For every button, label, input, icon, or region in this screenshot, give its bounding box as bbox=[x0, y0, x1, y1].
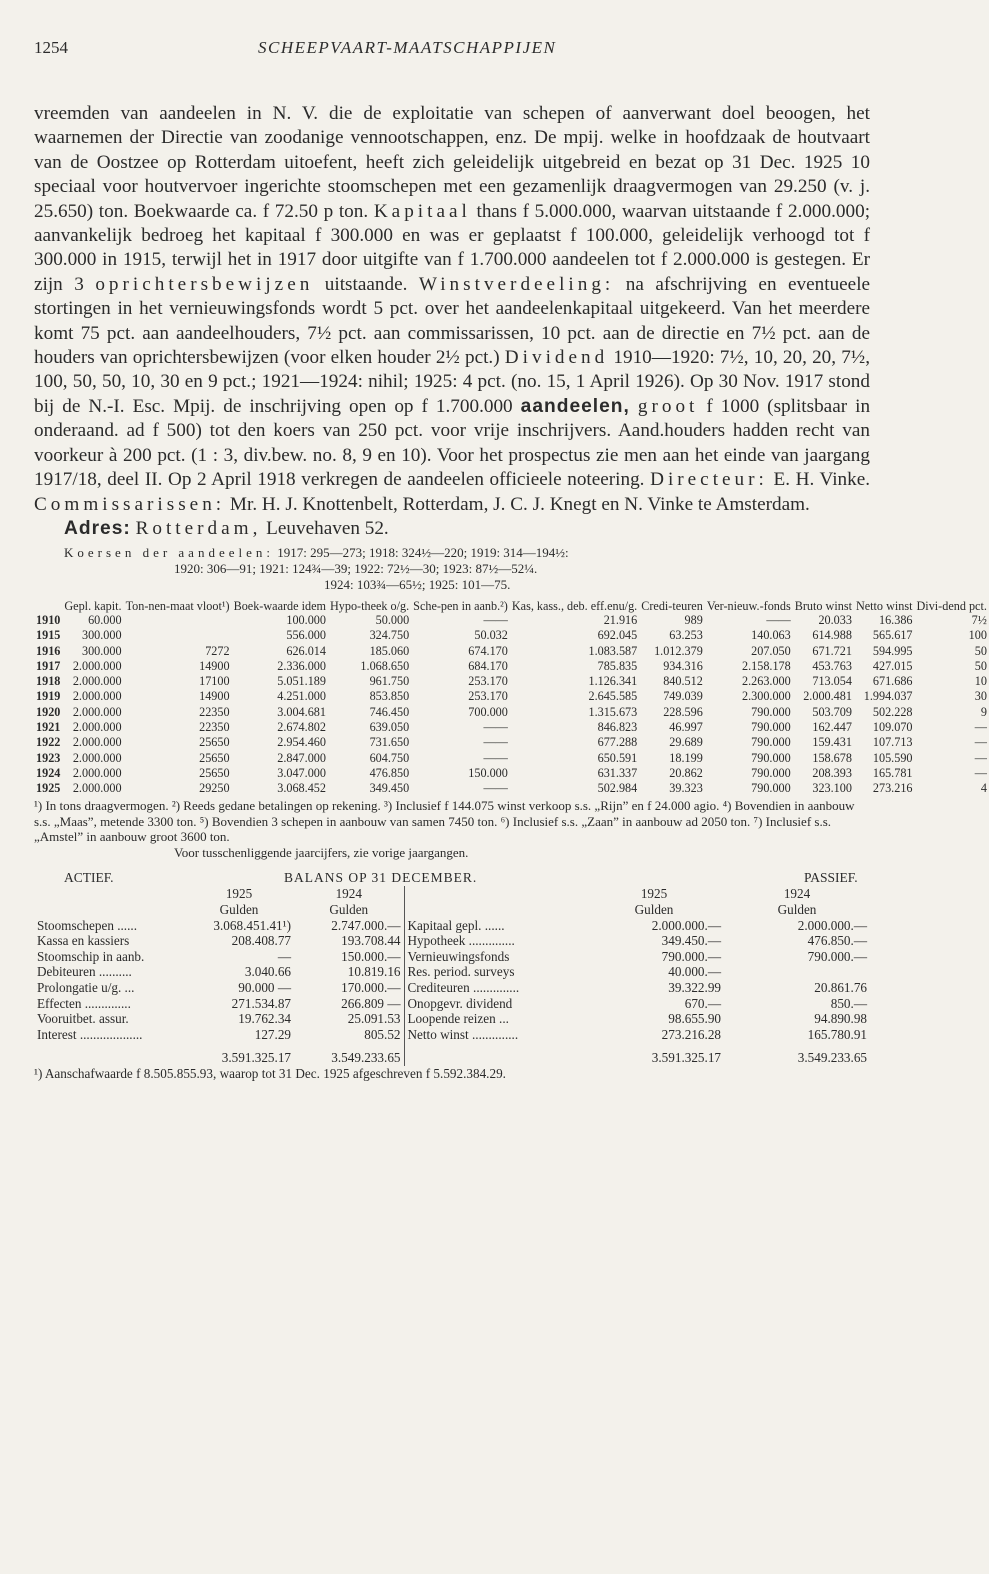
table-cell: 502.984 bbox=[597, 781, 638, 796]
row-year: 1915 bbox=[36, 628, 61, 643]
table-cell: 639.050 bbox=[369, 719, 410, 734]
table-cell: 453.763 bbox=[812, 658, 852, 673]
table-cell: 3.068.452 bbox=[277, 781, 326, 796]
table-row bbox=[34, 766, 989, 781]
table-cell: 7272 bbox=[205, 643, 230, 658]
table-cell: 2.000.000 bbox=[72, 765, 122, 780]
table-row bbox=[34, 674, 989, 689]
company-description bbox=[34, 102, 870, 517]
table-cell: —— bbox=[483, 612, 508, 627]
table-cell: —— bbox=[483, 719, 508, 734]
table-cell: 556.000 bbox=[286, 628, 326, 643]
table-cell: 25650 bbox=[199, 735, 230, 750]
passief-value-1925: 670.— bbox=[684, 995, 721, 1011]
actief-value-1925: 90.000 — bbox=[238, 980, 291, 996]
table-cell: 790.000 bbox=[751, 750, 791, 765]
financial-table-header bbox=[34, 599, 989, 613]
passief-value-1925: 40.000.— bbox=[668, 964, 721, 980]
table-cell: 30 bbox=[974, 689, 987, 704]
unit-b-passief: Gulden bbox=[777, 902, 817, 918]
table-cell: 674.170 bbox=[468, 643, 508, 658]
table-cell: 50 bbox=[974, 658, 987, 673]
passief-value-1925: 790.000.— bbox=[661, 948, 721, 964]
table-cell: 853.850 bbox=[369, 689, 410, 704]
table-cell: 159.431 bbox=[812, 735, 852, 750]
table-cell: 324.750 bbox=[369, 628, 410, 643]
balance-footnote: ¹) Aanschafwaarde f 8.505.855.93, waarop tot 31 Dec. 1925 afgeschreven f 5.592.384.29. bbox=[34, 1066, 506, 1081]
row-year: 1916 bbox=[36, 643, 61, 658]
koers-line-1 bbox=[64, 545, 870, 561]
row-year: 1918 bbox=[36, 674, 61, 689]
balance-sheet bbox=[34, 886, 870, 1066]
actief-label: ACTIEF. bbox=[64, 870, 114, 886]
text-p4: na afschrijving en eventueele stortingen in het vernieuwingsfonds wordt 5 pct. over het aandeelenkapitaal uitgekeerd. Van het meerdere komt 75 pct. aan aandeelhouders, 7½ pct. aan commissarissen, 10 pct. aan de directie en 7½ pct. aan de houders van oprichtersbewijzen (voor elken houder 2½ pct.) bbox=[34, 273, 871, 369]
table-cell: 2.000.000 bbox=[72, 750, 122, 765]
table-cell: 14900 bbox=[199, 689, 230, 704]
passief-value-1924: 790.000.— bbox=[807, 948, 867, 964]
winst-label: Winstverdeeling: bbox=[418, 273, 615, 295]
table-cell: 9 bbox=[980, 704, 987, 719]
balance-row bbox=[34, 949, 870, 965]
financial-table bbox=[34, 599, 989, 797]
unit-a-passief: Gulden bbox=[634, 902, 674, 918]
table-cell: 846.823 bbox=[597, 719, 638, 734]
fin-col-header: Hypo-theek o/g. bbox=[329, 598, 410, 613]
table-cell: —— bbox=[766, 612, 791, 627]
table-cell: 100.000 bbox=[286, 612, 326, 627]
table-cell: 1.994.037 bbox=[863, 689, 913, 704]
passief-value-1924: 165.780.91 bbox=[807, 1026, 867, 1042]
table-cell: 3.047.000 bbox=[277, 765, 326, 780]
passief-value-1925: 273.216.28 bbox=[661, 1026, 721, 1042]
table-cell: 1.012.379 bbox=[654, 643, 703, 658]
row-year: 1923 bbox=[36, 750, 61, 765]
table-cell: 150.000 bbox=[468, 765, 508, 780]
table-cell: 684.170 bbox=[468, 658, 508, 673]
adres-label: Adres: bbox=[64, 517, 131, 539]
aandeelen-label: aandeelen, bbox=[520, 395, 630, 417]
table-cell: 2.000.000 bbox=[72, 658, 122, 673]
table-cell: 4.251.000 bbox=[277, 689, 326, 704]
table-cell: 25650 bbox=[199, 765, 230, 780]
table-cell: 650.591 bbox=[597, 750, 638, 765]
table-cell: 29250 bbox=[199, 781, 230, 796]
row-year: 1925 bbox=[36, 781, 61, 796]
table-cell: 2.000.000 bbox=[72, 781, 122, 796]
intermediate-years-note: Voor tusschenliggende jaarcijfers, zie vorige jaargangen. bbox=[174, 844, 469, 860]
table-cell: 105.590 bbox=[872, 750, 913, 765]
koersen-label: Koersen der aandeelen: bbox=[64, 544, 274, 560]
passief-value-1925: 349.450.— bbox=[661, 933, 721, 949]
table-cell: 594.995 bbox=[872, 643, 913, 658]
text-p3: uitstaande. bbox=[324, 273, 408, 295]
table-row bbox=[34, 613, 989, 628]
table-cell: 961.750 bbox=[369, 674, 410, 689]
directeur-label: Directeur: bbox=[650, 469, 768, 491]
actief-value-1924: 266.809 — bbox=[341, 995, 401, 1011]
commissarissen-label: Commissarissen: bbox=[34, 493, 226, 515]
table-cell: 50.032 bbox=[474, 628, 508, 643]
row-year: 1910 bbox=[36, 612, 61, 627]
table-cell: 671.686 bbox=[872, 674, 913, 689]
total-passief-1925: 3.591.325.17 bbox=[651, 1050, 721, 1066]
table-cell: 1.083.587 bbox=[588, 643, 638, 658]
table-cell: 100 bbox=[968, 628, 987, 643]
adres-street: Leuvehaven 52. bbox=[266, 517, 389, 539]
table-cell: 208.393 bbox=[812, 765, 852, 780]
table-cell: 614.988 bbox=[812, 628, 852, 643]
table-cell: 46.997 bbox=[669, 719, 703, 734]
balance-row bbox=[34, 1027, 870, 1043]
balance-row bbox=[34, 996, 870, 1012]
table-cell: —— bbox=[483, 750, 508, 765]
table-cell: 2.000.000 bbox=[72, 689, 122, 704]
table-cell: — bbox=[974, 750, 987, 765]
table-cell: 323.100 bbox=[812, 781, 852, 796]
table-cell: 63.253 bbox=[669, 628, 703, 643]
actief-value-1925: 3.040.66 bbox=[244, 964, 291, 980]
actief-item: Kassa en kassiers bbox=[37, 933, 130, 949]
passief-item: Netto winst .............. bbox=[404, 1027, 584, 1043]
table-cell: 1.315.673 bbox=[588, 704, 638, 719]
table-cell: 109.070 bbox=[872, 719, 913, 734]
table-cell: 7½ bbox=[971, 612, 987, 627]
actief-value-1924: 170.000.— bbox=[341, 980, 401, 996]
balance-row bbox=[34, 933, 870, 949]
total-actief-1925: 3.591.325.17 bbox=[221, 1050, 291, 1066]
table-cell: 22350 bbox=[199, 704, 230, 719]
table-cell: 626.014 bbox=[286, 643, 326, 658]
table-cell: 18.199 bbox=[669, 750, 703, 765]
table-cell: 60.000 bbox=[88, 612, 122, 627]
actief-item: Stoomschip in aanb. bbox=[37, 948, 145, 964]
fin-col-header bbox=[34, 599, 62, 613]
table-cell: 162.447 bbox=[812, 719, 852, 734]
table-cell: 253.170 bbox=[468, 689, 508, 704]
table-cell: 2.336.000 bbox=[277, 658, 326, 673]
table-cell: — bbox=[974, 765, 987, 780]
balance-rows bbox=[34, 918, 870, 1043]
table-cell: 300.000 bbox=[81, 643, 122, 658]
row-year: 1921 bbox=[36, 719, 61, 734]
page-number: 1254 bbox=[34, 38, 68, 57]
fin-col-header: Netto winst bbox=[855, 598, 913, 613]
row-year: 1924 bbox=[36, 765, 61, 780]
actief-value-1924: 150.000.— bbox=[341, 948, 401, 964]
unit-b-actief: Gulden bbox=[329, 902, 369, 918]
table-cell: 2.000.000 bbox=[72, 704, 122, 719]
table-row bbox=[34, 720, 989, 735]
table-cell: 228.596 bbox=[663, 704, 703, 719]
table-cell: 2.847.000 bbox=[277, 750, 326, 765]
fin-col-header: Gepl. kapit. bbox=[64, 598, 122, 613]
text-p1: vreemden van aandeelen in N. V. die de exploitatie van schepen of aanverwant doel beoogen, het waarnemen der Directie van zoodanige vennootschappen, enz. De mpij. welke in hoofdzaak de houtvaart van de Oostzee op Rotterdam uitoefent, heeft zich geleidelijk uitgebreid en bezat op 31 Dec. 1925 10 speciaal voor houtvervoer ingerichte stoomschepen met een gezamenlijk draagvermogen van 29.250 (v. j. 25.650) ton. Boekwaarde ca. f 72.50 p ton. bbox=[34, 103, 870, 222]
koers-line-2: 1920: 306—91; 1921: 124¾—39; 1922: 72½—30; 1923: 87½—52¼. bbox=[174, 560, 538, 576]
passief-item: Loopende reizen ... bbox=[404, 1011, 584, 1027]
actief-value-1924: 805.52 bbox=[364, 1026, 401, 1042]
year-b-passief: 1924 bbox=[783, 886, 811, 902]
actief-item: Debiteuren .......... bbox=[37, 964, 132, 980]
table-row bbox=[34, 735, 989, 750]
passief-item: Vernieuwingsfonds bbox=[404, 949, 584, 965]
passief-item: Kapitaal gepl. ...... bbox=[404, 918, 584, 934]
text-p2: thans f 5.000.000, waarvan uitstaande f 2.000.000; aanvankelijk bedroeg het kapitaal f 300.000 en was er geplaatst f 100.000, geleidelijk verhoogd tot f 300.000 in 1915, terwijl het in 1917 door uitgifte van f 1.700.000 aandeelen tot f 2.000.000 is gestegen. Er zijn 3 bbox=[34, 200, 871, 295]
running-title: SCHEEPVAART-MAATSCHAPPIJEN bbox=[258, 38, 557, 57]
groot-label: groot bbox=[637, 395, 699, 417]
passief-value-1924: 20.861.76 bbox=[814, 980, 867, 996]
table-cell: 790.000 bbox=[751, 781, 791, 796]
row-year: 1919 bbox=[36, 689, 61, 704]
share-prices bbox=[64, 545, 870, 593]
financial-table-body bbox=[34, 613, 989, 797]
table-cell: 50.000 bbox=[375, 612, 410, 627]
description-text bbox=[34, 102, 870, 517]
table-cell: 10 bbox=[974, 674, 987, 689]
fin-col-header: Credi-teuren bbox=[641, 598, 703, 613]
actief-value-1925: 208.408.77 bbox=[231, 933, 291, 949]
table-cell bbox=[124, 628, 232, 643]
passief-value-1924 bbox=[724, 964, 870, 980]
table-cell: 2.645.585 bbox=[588, 689, 638, 704]
table-cell: 1.126.341 bbox=[588, 674, 638, 689]
koersen-1917-1919: 1917: 295—273; 1918: 324½—220; 1919: 314—194½: bbox=[277, 544, 569, 560]
row-year: 1920 bbox=[36, 704, 61, 719]
table-cell: 50 bbox=[974, 643, 987, 658]
table-cell: 700.000 bbox=[468, 704, 508, 719]
adres-city: Rotterdam, bbox=[135, 517, 262, 539]
text-p6: f 1000 (splitsbaar in onderaand. ad f 500) tot den koers van 250 pct. voor vrije inschrijvers. Aand.houders hadden recht van voorkeur à 200 pct. (1 : 3, div.bew. no. 8, 9 en 10). Voor het prospectus zie men aan het einde van jaargang 1917/18, deel II. Op 2 April 1918 verkregen de aandeelen officieele noteering. bbox=[34, 395, 871, 491]
table-cell: 731.650 bbox=[369, 735, 410, 750]
unit-a-actief: Gulden bbox=[219, 902, 259, 918]
table-row bbox=[34, 751, 989, 766]
balance-heading bbox=[34, 870, 870, 886]
table-cell: —— bbox=[483, 781, 508, 796]
table-cell: 989 bbox=[684, 612, 703, 627]
year-a-actief: 1925 bbox=[225, 886, 253, 902]
table-row bbox=[34, 781, 989, 796]
address bbox=[64, 517, 870, 541]
table-cell: 300.000 bbox=[81, 628, 122, 643]
balance-row bbox=[34, 918, 870, 934]
actief-value-1924: 25.091.53 bbox=[347, 1011, 401, 1027]
actief-value-1925: 3.068.451.41¹) bbox=[213, 917, 291, 933]
table-cell: 604.750 bbox=[369, 750, 410, 765]
table-cell: 631.337 bbox=[597, 765, 638, 780]
table-cell: 713.054 bbox=[812, 674, 852, 689]
row-year: 1917 bbox=[36, 658, 61, 673]
table-cell: 253.170 bbox=[468, 674, 508, 689]
table-cell: 476.850 bbox=[369, 765, 410, 780]
table-cell: 2.158.178 bbox=[741, 658, 791, 673]
actief-item: Effecten .............. bbox=[37, 995, 131, 1011]
table-cell: 790.000 bbox=[751, 704, 791, 719]
actief-item: Vooruitbet. assur. bbox=[37, 1011, 129, 1027]
table-cell: 25650 bbox=[199, 750, 230, 765]
table-notes bbox=[34, 798, 870, 860]
fin-col-header: Divi-dend pct. bbox=[916, 598, 987, 613]
total-actief-1924: 3.549.233.65 bbox=[331, 1050, 401, 1066]
passief-value-1924: 850.— bbox=[830, 995, 867, 1011]
table-cell: 185.060 bbox=[369, 643, 410, 658]
actief-value-1924: 193.708.44 bbox=[341, 933, 401, 949]
table-cell: 427.015 bbox=[872, 658, 913, 673]
passief-value-1924: 2.000.000.— bbox=[797, 917, 867, 933]
table-cell: 349.450 bbox=[369, 781, 410, 796]
table-cell: 785.835 bbox=[597, 658, 638, 673]
passief-item: Res. period. surveys bbox=[404, 964, 584, 980]
table-cell bbox=[124, 613, 232, 628]
actief-item: Prolongatie u/g. ... bbox=[37, 980, 135, 996]
table-cell: 934.316 bbox=[663, 658, 703, 673]
fin-col-header: Ton-nen-maat vloot¹) bbox=[125, 598, 230, 613]
table-cell: — bbox=[974, 735, 987, 750]
actief-value-1925: 19.762.34 bbox=[238, 1011, 291, 1027]
table-row bbox=[34, 705, 989, 720]
table-cell: 2.000.000 bbox=[72, 674, 122, 689]
balance-row bbox=[34, 964, 870, 980]
passief-item: Onopgevr. dividend bbox=[404, 996, 584, 1012]
table-cell: 29.689 bbox=[669, 735, 703, 750]
page-header bbox=[34, 38, 870, 78]
passief-item: Hypotheek .............. bbox=[404, 933, 584, 949]
row-year: 1922 bbox=[36, 735, 61, 750]
fin-col-header: Boek-waarde idem bbox=[233, 598, 326, 613]
kapitaal-label: Kapitaal bbox=[373, 200, 471, 222]
table-footnotes: ¹) In tons draagvermogen. ²) Reeds gedane betalingen op rekening. ³) Inclusief f 144.075 winst verkoop s.s. „Rijn” en f 24.000 agio. ⁴) Bovendien in aanbouw s.s. „Maas”, metende 3300 ton. ⁵) Bovendien 3 schepen in aanbouw van samen 7450 ton. ⁶) Inclusief s.s. „Zaan” in aanbouw ad 2050 ton. ⁷) Inclusief s.s. „Amstel” in aanbouw groot 3600 ton. bbox=[34, 798, 855, 845]
fin-col-header: Bruto winst bbox=[794, 598, 852, 613]
table-cell: 20.862 bbox=[669, 765, 703, 780]
fin-col-header: Kas, kass., deb. eff.enu/g. bbox=[511, 598, 638, 613]
table-cell: 671.721 bbox=[812, 643, 852, 658]
table-cell: 2.000.481 bbox=[803, 689, 852, 704]
table-cell: 273.216 bbox=[872, 781, 913, 796]
table-cell: 2.000.000 bbox=[72, 735, 122, 750]
actief-value-1925: 271.534.87 bbox=[231, 995, 291, 1011]
table-cell: 39.323 bbox=[669, 781, 703, 796]
passief-item: Crediteuren .............. bbox=[404, 980, 584, 996]
table-cell: 1.068.650 bbox=[360, 658, 410, 673]
year-b-actief: 1924 bbox=[335, 886, 362, 902]
table-cell: 2.000.000 bbox=[72, 719, 122, 734]
actief-item: Stoomschepen ...... bbox=[37, 917, 137, 933]
actief-item: Interest ................... bbox=[37, 1026, 143, 1042]
text-p8: Mr. H. J. Knottenbelt, Rotterdam, J. C. J. Knegt en N. Vinke te Amsterdam. bbox=[229, 493, 810, 515]
table-cell: 16.386 bbox=[878, 612, 913, 627]
table-cell: 20.033 bbox=[818, 612, 852, 627]
actief-value-1925: — bbox=[277, 948, 291, 964]
table-cell: 2.263.000 bbox=[741, 674, 791, 689]
passief-value-1924: 476.850.— bbox=[807, 933, 867, 949]
year-a-passief: 1925 bbox=[640, 886, 668, 902]
table-row bbox=[34, 689, 989, 704]
table-cell: 565.617 bbox=[872, 628, 913, 643]
table-cell: 17100 bbox=[199, 674, 230, 689]
passief-value-1925: 98.655.90 bbox=[668, 1011, 721, 1027]
passief-label: PASSIEF. bbox=[804, 870, 858, 886]
table-cell: 107.713 bbox=[872, 735, 913, 750]
balance-row bbox=[34, 1011, 870, 1027]
table-cell: 2.300.000 bbox=[741, 689, 791, 704]
table-cell: 165.781 bbox=[872, 765, 913, 780]
table-cell: 3.004.681 bbox=[277, 704, 326, 719]
table-cell: 2.674.802 bbox=[277, 719, 326, 734]
table-cell: 677.288 bbox=[597, 735, 638, 750]
table-cell: 14900 bbox=[199, 658, 230, 673]
text-p7: E. H. Vinke. bbox=[773, 469, 871, 491]
balance-totals-row bbox=[34, 1042, 870, 1066]
table-cell: 503.709 bbox=[812, 704, 852, 719]
koers-line-3: 1924: 103¾—65½; 1925: 101—75. bbox=[324, 576, 511, 592]
passief-value-1925: 39.322.99 bbox=[668, 980, 721, 996]
table-cell: 790.000 bbox=[751, 735, 791, 750]
actief-value-1924: 2.747.000.— bbox=[331, 917, 401, 933]
table-cell: — bbox=[974, 719, 987, 734]
table-cell: 502.228 bbox=[872, 704, 913, 719]
passief-value-1924: 94.890.98 bbox=[814, 1011, 867, 1027]
table-cell: 207.050 bbox=[751, 643, 791, 658]
actief-value-1925: 127.29 bbox=[254, 1026, 291, 1042]
total-passief-1924: 3.549.233.65 bbox=[797, 1050, 867, 1066]
table-cell: 749.039 bbox=[663, 689, 703, 704]
table-cell: 21.916 bbox=[603, 612, 638, 627]
table-cell: 692.045 bbox=[597, 628, 638, 643]
table-cell: —— bbox=[483, 735, 508, 750]
table-cell: 790.000 bbox=[751, 719, 791, 734]
table-cell: 158.678 bbox=[812, 750, 852, 765]
table-cell: 840.512 bbox=[663, 674, 703, 689]
fin-col-header: Ver-nieuw.-fonds bbox=[706, 598, 791, 613]
balance-years-row bbox=[34, 886, 870, 902]
dividend-label: Dividend bbox=[504, 347, 609, 369]
balance-unit-row bbox=[34, 902, 870, 918]
table-cell: 140.063 bbox=[751, 628, 791, 643]
balance-title: BALANS OP 31 DECEMBER. bbox=[284, 870, 478, 886]
table-cell: 4 bbox=[980, 781, 987, 796]
table-cell: 746.450 bbox=[369, 704, 410, 719]
text-p5: 1910—1920: 7½, 10, 20, 20, 7½, 100, 50, 50, 10, 30 en 9 pct.; 1921—1924: nihil; 1925: 4 pct. (no. 15, 1 April 1926). Op 30 Nov. 1917 stond bij de N.-I. Esc. Mpij. de inschrijving open op f 1.700.000 bbox=[34, 347, 870, 417]
table-row bbox=[34, 659, 989, 674]
actief-value-1924: 10.819.16 bbox=[347, 964, 401, 980]
table-cell: 5.051.189 bbox=[277, 674, 326, 689]
table-cell: 790.000 bbox=[751, 765, 791, 780]
table-cell: 2.954.460 bbox=[277, 735, 326, 750]
fin-col-header: Sche-pen in aanb.²) bbox=[413, 598, 508, 613]
table-row bbox=[34, 628, 989, 643]
table-cell: 22350 bbox=[199, 719, 230, 734]
passief-value-1925: 2.000.000.— bbox=[651, 917, 721, 933]
oprichters-label: oprichtersbewijzen bbox=[95, 273, 314, 295]
balance-row bbox=[34, 980, 870, 996]
table-row bbox=[34, 644, 989, 659]
